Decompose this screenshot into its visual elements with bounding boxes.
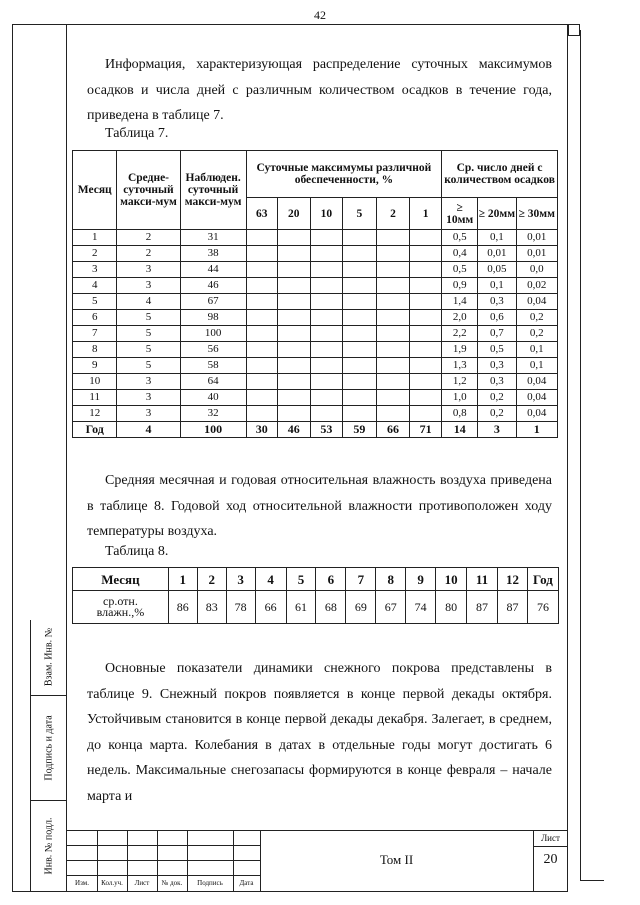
strip-label-signature-date: Подпись и дата	[43, 715, 55, 781]
table-cell: 3	[117, 374, 180, 390]
table-cell: 8	[73, 342, 117, 358]
table-cell	[342, 326, 376, 342]
total-cell: 66	[376, 422, 409, 438]
frame-margin-line	[66, 24, 67, 892]
table-cell	[310, 246, 342, 262]
strip-label-inv-original: Инв. № подл.	[43, 817, 55, 875]
sheet-label: Лист	[541, 833, 560, 843]
total-cell: 71	[410, 422, 442, 438]
table-cell: 0,0	[516, 262, 557, 278]
table-cell: 64	[180, 374, 246, 390]
table-cell: 0,3	[478, 374, 516, 390]
header-p10: 10	[310, 198, 342, 230]
table-cell	[246, 406, 277, 422]
table-cell: 0,9	[442, 278, 478, 294]
table-cell: 2	[73, 246, 117, 262]
header-p5: 5	[342, 198, 376, 230]
table-cell: 1,3	[442, 358, 478, 374]
table-row	[73, 246, 558, 262]
table-cell: 38	[180, 246, 246, 262]
table-cell: 3	[117, 262, 180, 278]
paragraph-3: Основные показатели динамики снежного покрова представлены в таблице 9. Снежный покров появляется в конце первой декады октября. Устойчивым становится в конце первой декады декабря. Залегает, в среднем, до конца марта. Колебания в датах в отдельные годы могут достигать 6 недель. Максимальные снегозапасы формируются в конце февраля – начале марта и	[87, 661, 552, 804]
table-cell: 5	[117, 310, 180, 326]
table-row	[73, 406, 558, 422]
table-cell: 1	[73, 230, 117, 246]
table-cell	[277, 294, 310, 310]
table-cell	[410, 278, 442, 294]
header-p1: 1	[410, 198, 442, 230]
table-cell	[310, 358, 342, 374]
row-label-humidity: ср.отн. влажн.,%	[73, 591, 169, 624]
table-cell: 11	[73, 390, 117, 406]
table-cell: 5	[73, 294, 117, 310]
table-cell	[342, 358, 376, 374]
table-8-humidity-row	[73, 591, 559, 624]
table-cell	[376, 262, 409, 278]
table-cell	[376, 342, 409, 358]
table-cell	[342, 390, 376, 406]
table-cell: 4	[117, 294, 180, 310]
strip-label-replace-inv: Взам. Инв. №	[43, 627, 55, 687]
table-cell: 0,2	[478, 390, 516, 406]
table-cell: 0,04	[516, 294, 557, 310]
table-8-header-row	[73, 568, 559, 591]
header-month-col: 10	[436, 568, 467, 591]
table-cell	[246, 390, 277, 406]
table-cell: 2,2	[442, 326, 478, 342]
table-cell: 2,0	[442, 310, 478, 326]
table-cell: 1,4	[442, 294, 478, 310]
table-cell: 100	[180, 326, 246, 342]
header-month-col: 2	[197, 568, 226, 591]
header-month-col: 8	[376, 568, 406, 591]
table-cell	[246, 342, 277, 358]
humidity-cell: 78	[226, 591, 255, 624]
total-cell: 100	[180, 422, 246, 438]
corner-mark	[568, 24, 580, 36]
header-avg-daily-max: Средне-суточный макси-мум	[117, 151, 180, 230]
header-days-20mm: ≥ 20мм	[478, 198, 516, 230]
table-cell: 32	[180, 406, 246, 422]
table-cell	[246, 262, 277, 278]
table-cell	[410, 294, 442, 310]
sheet-number: 20	[543, 852, 558, 867]
document-volume-title: Том II	[379, 852, 414, 867]
humidity-cell: 66	[255, 591, 286, 624]
table7-caption: Таблица 7.	[105, 126, 169, 141]
table-cell: 56	[180, 342, 246, 358]
table-cell: 0,04	[516, 390, 557, 406]
table-row	[73, 358, 558, 374]
table-7	[72, 150, 558, 438]
header-month-col: 1	[168, 568, 197, 591]
total-cell: 4	[117, 422, 180, 438]
table-cell: 6	[73, 310, 117, 326]
table-cell	[277, 358, 310, 374]
table-cell	[310, 342, 342, 358]
header-month-col: 9	[406, 568, 436, 591]
table-cell: 12	[73, 406, 117, 422]
paragraph-2: Средняя месячная и годовая относительная влажность воздуха приведена в таблице 8. Годовой ход относительной влажности противоположен ходу температуры воздуха.	[87, 473, 552, 539]
table-cell	[376, 374, 409, 390]
table-cell: 0,6	[478, 310, 516, 326]
table-cell: 0,1	[516, 342, 557, 358]
header-observed-daily-max: Наблюден. суточный макси-мум	[180, 151, 246, 230]
table-cell: 1,9	[442, 342, 478, 358]
table-cell	[342, 342, 376, 358]
table-cell	[246, 374, 277, 390]
total-cell: 30	[246, 422, 277, 438]
table-cell: 0,2	[478, 406, 516, 422]
table-cell	[342, 262, 376, 278]
stamp-label-ndok: № док.	[161, 879, 183, 887]
table-cell	[376, 326, 409, 342]
side-stamp-strip	[30, 620, 66, 892]
humidity-cell: 80	[436, 591, 467, 624]
humidity-cell: 87	[467, 591, 498, 624]
table-cell: 0,04	[516, 406, 557, 422]
table-cell: 46	[180, 278, 246, 294]
table-cell	[310, 230, 342, 246]
humidity-cell: 68	[316, 591, 346, 624]
table8-caption: Таблица 8.	[105, 544, 169, 559]
table-cell: 0,1	[478, 230, 516, 246]
paragraph-1: Информация, характеризующая распределение суточных максимумов осадков и числа дней с различным количеством осадков в течение года, приведена в таблице 7.	[87, 57, 552, 123]
table-cell	[342, 310, 376, 326]
table-cell: 0,7	[478, 326, 516, 342]
table-cell	[376, 230, 409, 246]
table-cell: 0,01	[478, 246, 516, 262]
table-cell	[410, 230, 442, 246]
humidity-cell: 83	[197, 591, 226, 624]
humidity-cell: 69	[346, 591, 376, 624]
table-cell	[310, 278, 342, 294]
table-cell: 98	[180, 310, 246, 326]
header-days-10mm: ≥ 10мм	[442, 198, 478, 230]
table-cell: 31	[180, 230, 246, 246]
header-month-col: 7	[346, 568, 376, 591]
table-cell	[310, 294, 342, 310]
table-7-total-row	[73, 422, 558, 438]
table-row	[73, 390, 558, 406]
table-cell	[277, 406, 310, 422]
strip-divider	[31, 695, 67, 696]
table-cell: 0,4	[442, 246, 478, 262]
table-row	[73, 310, 558, 326]
humidity-cell: 74	[406, 591, 436, 624]
table-cell	[376, 390, 409, 406]
table-cell	[310, 374, 342, 390]
table-cell	[376, 310, 409, 326]
table-cell	[246, 326, 277, 342]
table-cell: 5	[117, 342, 180, 358]
header-month: Месяц	[73, 151, 117, 230]
stamp-label-podpis: Подпись	[197, 879, 223, 887]
table-row	[73, 326, 558, 342]
table-cell: 9	[73, 358, 117, 374]
header-month-col: 6	[316, 568, 346, 591]
table-cell	[342, 374, 376, 390]
table-cell	[277, 342, 310, 358]
table-cell	[342, 406, 376, 422]
humidity-cell: 76	[527, 591, 558, 624]
table-cell: 40	[180, 390, 246, 406]
table-cell	[342, 294, 376, 310]
table-cell: 0,3	[478, 294, 516, 310]
table-cell	[277, 246, 310, 262]
table-cell: 0,1	[478, 278, 516, 294]
table-cell	[277, 326, 310, 342]
header-month-col: Год	[527, 568, 558, 591]
table-cell	[277, 310, 310, 326]
table-cell	[376, 278, 409, 294]
table-cell	[342, 278, 376, 294]
table-cell	[246, 358, 277, 374]
table-cell: 0,5	[478, 342, 516, 358]
table-cell	[277, 374, 310, 390]
table-cell: 3	[117, 278, 180, 294]
header-month: Месяц	[73, 568, 169, 591]
table-cell: 0,04	[516, 374, 557, 390]
header-month-col: 4	[255, 568, 286, 591]
table-cell	[246, 278, 277, 294]
table-cell	[246, 246, 277, 262]
table-cell: 1,2	[442, 374, 478, 390]
table-cell	[310, 262, 342, 278]
right-edge-tick	[580, 880, 604, 881]
humidity-cell: 86	[168, 591, 197, 624]
table-cell: 67	[180, 294, 246, 310]
table-cell	[310, 310, 342, 326]
table-cell: 7	[73, 326, 117, 342]
table-cell	[410, 326, 442, 342]
table-cell	[277, 390, 310, 406]
table-cell	[410, 358, 442, 374]
page-number: 42	[314, 8, 326, 22]
table-cell: 2	[117, 230, 180, 246]
title-block	[67, 830, 568, 892]
table-cell	[277, 262, 310, 278]
table-cell: 44	[180, 262, 246, 278]
humidity-cell: 67	[376, 591, 406, 624]
table-cell: 0,2	[516, 310, 557, 326]
header-p20: 20	[277, 198, 310, 230]
table-cell: 0,01	[516, 230, 557, 246]
table-row	[73, 262, 558, 278]
table-row	[73, 342, 558, 358]
header-p2: 2	[376, 198, 409, 230]
table-cell: 0,01	[516, 246, 557, 262]
table-cell	[246, 230, 277, 246]
table-cell: 3	[73, 262, 117, 278]
table-cell	[246, 310, 277, 326]
table-cell	[410, 342, 442, 358]
header-days-30mm: ≥ 30мм	[516, 198, 557, 230]
total-cell: 53	[310, 422, 342, 438]
table-cell: 4	[73, 278, 117, 294]
header-month-col: 3	[226, 568, 255, 591]
table-cell: 10	[73, 374, 117, 390]
table-cell: 3	[117, 390, 180, 406]
table-cell: 0,3	[478, 358, 516, 374]
table-cell	[310, 326, 342, 342]
table-cell	[246, 294, 277, 310]
table-7-body	[73, 230, 558, 422]
header-p63: 63	[246, 198, 277, 230]
table-cell	[410, 246, 442, 262]
table-cell	[410, 406, 442, 422]
stamp-label-list: Лист	[134, 879, 150, 887]
right-edge-line	[580, 30, 581, 880]
stamp-label-koluch: Кол.уч.	[101, 879, 123, 887]
header-month-col: 12	[497, 568, 527, 591]
stamp-label-izm: Изм.	[75, 879, 89, 887]
total-cell: 59	[342, 422, 376, 438]
table-cell	[410, 390, 442, 406]
table-cell	[376, 358, 409, 374]
table-cell	[410, 310, 442, 326]
total-cell: Год	[73, 422, 117, 438]
table-cell: 0,8	[442, 406, 478, 422]
table-cell	[376, 294, 409, 310]
table-cell: 0,5	[442, 230, 478, 246]
table-cell	[277, 230, 310, 246]
table-cell	[410, 262, 442, 278]
table-row	[73, 294, 558, 310]
table-cell: 0,02	[516, 278, 557, 294]
stamp-label-data: Дата	[239, 879, 254, 887]
table-row	[73, 278, 558, 294]
table-8	[72, 567, 559, 624]
table-cell: 58	[180, 358, 246, 374]
total-cell: 46	[277, 422, 310, 438]
table-cell: 2	[117, 246, 180, 262]
header-avg-days: Ср. число дней с количеством осадков	[442, 151, 558, 198]
strip-divider	[31, 800, 67, 801]
humidity-cell: 87	[497, 591, 527, 624]
table-cell: 0,1	[516, 358, 557, 374]
table-cell	[376, 406, 409, 422]
table-cell: 5	[117, 358, 180, 374]
table-cell	[310, 406, 342, 422]
table-row	[73, 230, 558, 246]
table-cell	[342, 246, 376, 262]
total-cell: 1	[516, 422, 557, 438]
humidity-cell: 61	[286, 591, 316, 624]
table-cell	[376, 246, 409, 262]
table-cell	[310, 390, 342, 406]
stamp-line	[533, 846, 568, 847]
header-month-col: 11	[467, 568, 498, 591]
table-cell: 0,5	[442, 262, 478, 278]
table-cell	[342, 230, 376, 246]
table-cell: 3	[117, 406, 180, 422]
total-cell: 14	[442, 422, 478, 438]
header-month-col: 5	[286, 568, 316, 591]
table-cell	[410, 374, 442, 390]
table-row	[73, 374, 558, 390]
table-cell: 0,05	[478, 262, 516, 278]
total-cell: 3	[478, 422, 516, 438]
table-cell	[277, 278, 310, 294]
table-cell: 0,2	[516, 326, 557, 342]
table-cell: 1,0	[442, 390, 478, 406]
table-cell: 5	[117, 326, 180, 342]
header-daily-max-probability: Суточные максимумы различной обеспеченности, %	[246, 151, 441, 198]
